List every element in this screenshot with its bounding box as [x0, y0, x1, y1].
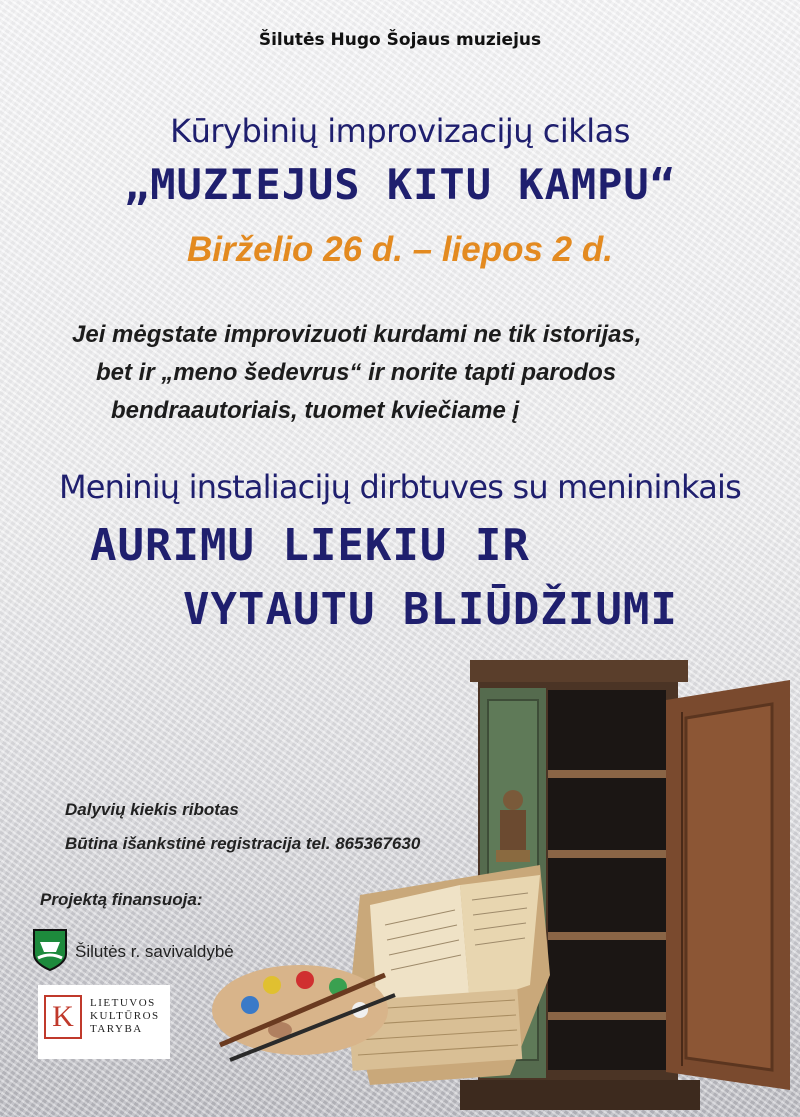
culture-council-logo: [38, 985, 170, 1059]
intro-line-2: bet ir „meno šedevrus“ ir norite tapti parodos: [96, 359, 617, 386]
event-title: „MUZIEJUS KITU KAMPU“: [123, 160, 676, 209]
council-name-line-1: LIETUVOS: [90, 997, 156, 1009]
event-dates: Birželio 26 d. – liepos 2 d.: [187, 230, 613, 269]
council-name: [90, 997, 160, 1036]
municipality-name: Šilutės r. savivaldybė: [75, 942, 234, 961]
intro-line-1: Jei mėgstate improvizuoti kurdami ne tik istorijas,: [72, 321, 642, 348]
cycle-title: Kūrybinių improvizacijų ciklas: [170, 112, 630, 150]
artist-line-2: VYTAUTU BLIŪDŽIUMI: [183, 584, 678, 635]
funding-label: Projektą finansuoja:: [40, 890, 203, 909]
book-and-palette-illustration: [210, 835, 570, 1095]
registration-info: Būtina išankstinė registracija tel. 865367630: [65, 834, 421, 853]
artist-line-1: AURIMU LIEKIU IR: [90, 520, 530, 571]
council-name-line-3: TARYBA: [90, 1023, 143, 1035]
workshop-heading: Meninių instaliacijų dirbtuves su menininkais: [58, 468, 742, 506]
intro-line-3: bendraautoriais, tuomet kviečiame į: [111, 397, 520, 424]
municipality-coat-of-arms: [32, 928, 68, 972]
council-k-icon: K: [44, 995, 82, 1039]
council-name-line-2: KULTŪROS: [90, 1010, 160, 1022]
shield-icon: [32, 928, 68, 972]
museum-name: Šilutės Hugo Šojaus muziejus: [258, 30, 542, 50]
participants-limit: Dalyvių kiekis ribotas: [65, 800, 239, 819]
